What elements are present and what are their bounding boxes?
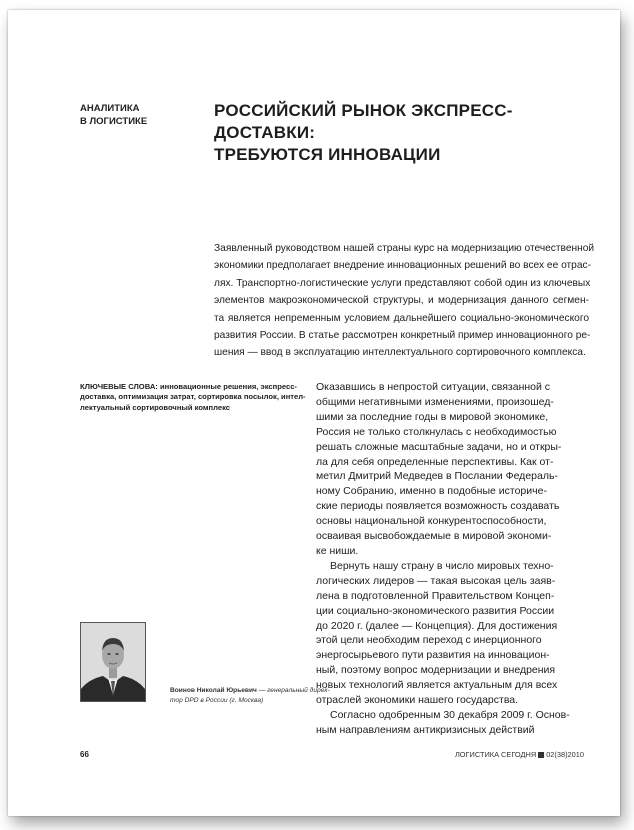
page-number: 66 [80, 750, 89, 759]
keywords-text: лектуальный сортировочный комплекс [80, 402, 230, 412]
body-line: энергосырьевого пути развития на инновацион- [316, 649, 550, 662]
keywords-line [80, 382, 300, 392]
body-line: метил Дмитрий Медведев в Послании Федераль- [316, 470, 558, 483]
body-line: общими негативными изменениями, произошед- [316, 395, 554, 408]
article-abstract [214, 240, 595, 362]
body-line: новых технологий является актуальным для всех [316, 679, 558, 692]
square-bullet-icon [538, 752, 544, 758]
keywords-text: инновационные решения, экспресс- [157, 382, 297, 391]
keywords-line [80, 403, 300, 413]
body-line: логических лидеров — такая высокая цель заяв- [316, 574, 556, 587]
journal-page [8, 10, 620, 816]
abstract-line: элементов макроэкономической структуры, и модернизация данного сегмен- [214, 295, 589, 307]
body-line: ские периоды появляется возможность создавать [316, 500, 560, 513]
body-line: ному Собранию, именно в подобные историче- [316, 485, 547, 498]
body-line: Оказавшись в непростой ситуации, связанной с [316, 381, 551, 393]
body-line: ке ниши. [316, 544, 359, 557]
keywords-block [80, 382, 306, 413]
title-line: РОССИЙСКИЙ РЫНОК ЭКСПРЕСС-ДОСТАВКИ: [214, 101, 513, 142]
body-line: лена в подготовленной Правительством Концеп- [316, 589, 555, 602]
body-line: ла для себя определенные перспективы. Как от- [316, 455, 554, 468]
author-photo [80, 622, 146, 702]
body-line: решать сложные масштабные задачи, но и откры- [316, 440, 562, 453]
body-line: ции социально-экономического развития России [316, 604, 555, 617]
abstract-line: Заявленный руководством нашей страны курс на модернизацию отечественной [214, 243, 595, 254]
author-name: Воинов Николай Юрьевич [170, 687, 257, 694]
body-line: ным направлениям антикризисных действий [316, 723, 535, 736]
section-rubric [80, 102, 180, 128]
body-line: до 2020 г. (далее — Концепция). Для достижения [316, 619, 558, 632]
title-line: ТРЕБУЮТСЯ ИННОВАЦИИ [214, 145, 441, 164]
body-line: Согласно одобренным 30 декабря 2009 г. Основ- [330, 708, 570, 721]
journal-name: ЛОГИСТИКА СЕГОДНЯ [454, 750, 537, 759]
abstract-line: та является непременным условием дальнейшего социально-экономического [214, 312, 589, 324]
body-line: Вернуть нашу страну в число мировых техно- [330, 559, 554, 572]
keywords-text: доставка, оптимизация затрат, сортировка посылок, интел- [80, 392, 306, 402]
body-line: этой цели необходим переход с инерционного [316, 634, 542, 647]
author-position: тор DPD в России (г. Москва) [170, 696, 264, 704]
author-portrait-image [81, 623, 145, 701]
body-line: отраслей экономики нашего государства. [316, 694, 519, 707]
author-caption [170, 686, 330, 705]
abstract-line: развития России. В статье рассмотрен конкретный пример инновационного ре- [214, 330, 591, 342]
body-line: ный, поэтому вопрос модернизации и внедрения [316, 664, 556, 677]
body-line: основы национальной конкурентоспособности, [316, 515, 547, 528]
keywords-label: КЛЮЧЕВЫЕ СЛОВА: [80, 382, 158, 391]
article-title [214, 100, 594, 166]
keywords-line [80, 392, 306, 402]
rubric-line: В ЛОГИСТИКЕ [80, 116, 148, 127]
abstract-line: шения — ввод в эксплуатацию интеллектуального сортировочного комплекса. [214, 347, 586, 359]
journal-issue: 02(38)2010 [546, 750, 584, 759]
author-position: — генеральный дирек- [256, 687, 330, 694]
caption-line [170, 696, 310, 706]
article-body [316, 380, 592, 738]
caption-line [170, 686, 330, 696]
body-line: Россия не только столкнулась с необходимостью [316, 425, 557, 438]
abstract-line: лях. Транспортно-логистические услуги представляют собой один из ключевых [214, 277, 591, 289]
body-line: осваивая высвобождаемые в мировой экономи- [316, 530, 552, 543]
body-line: шими за последние годы в мировой экономике, [316, 410, 549, 423]
abstract-line: экономики предполагает внедрение инновационных решений во всех ее отрас- [214, 260, 591, 272]
journal-footer [455, 750, 584, 759]
rubric-line: АНАЛИТИКА [80, 103, 140, 114]
